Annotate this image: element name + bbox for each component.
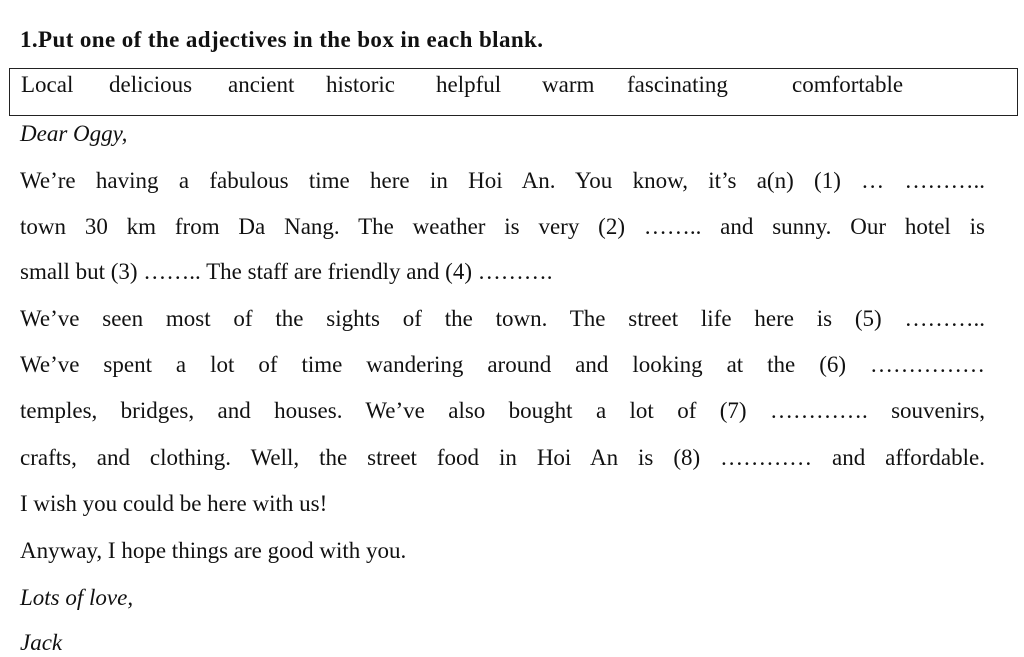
letter-closing: Lots of love, <box>20 585 134 610</box>
letter-line: We’ve spent a lot of time wandering around and looking at the (6) …………… <box>20 352 985 377</box>
letter-line: small but (3) …….. The staff are friendly and (4) ………. <box>20 259 553 284</box>
letter-signature: Jack <box>20 630 63 655</box>
exercise-title: 1.Put one of the adjectives in the box in each blank. <box>20 27 544 52</box>
letter-line: temples, bridges, and houses. We’ve also bought a lot of (7) …………. souvenirs, <box>20 398 985 423</box>
letter-line: town 30 km from Da Nang. The weather is very (2) …….. and sunny. Our hotel is <box>20 214 985 239</box>
letter-line: Anyway, I hope things are good with you. <box>20 538 407 563</box>
word-box-item: delicious <box>109 72 193 97</box>
word-box-item: Local <box>21 72 74 97</box>
word-box-item: fascinating <box>627 72 728 97</box>
word-box-item: ancient <box>228 72 295 97</box>
letter-line: We’re having a fabulous time here in Hoi An. You know, it’s a(n) (1) … ……….. <box>20 168 985 193</box>
letter-line: I wish you could be here with us! <box>20 491 328 516</box>
word-box-item: warm <box>542 72 595 97</box>
letter-line: crafts, and clothing. Well, the street food in Hoi An is (8) ………… and affordable. <box>20 445 985 470</box>
word-box-item: comfortable <box>792 72 904 97</box>
letter-line: We’ve seen most of the sights of the town. The street life here is (5) ……….. <box>20 306 985 331</box>
letter-greeting: Dear Oggy, <box>20 121 128 146</box>
word-box-item: helpful <box>436 72 502 97</box>
word-box-item: historic <box>326 72 395 97</box>
